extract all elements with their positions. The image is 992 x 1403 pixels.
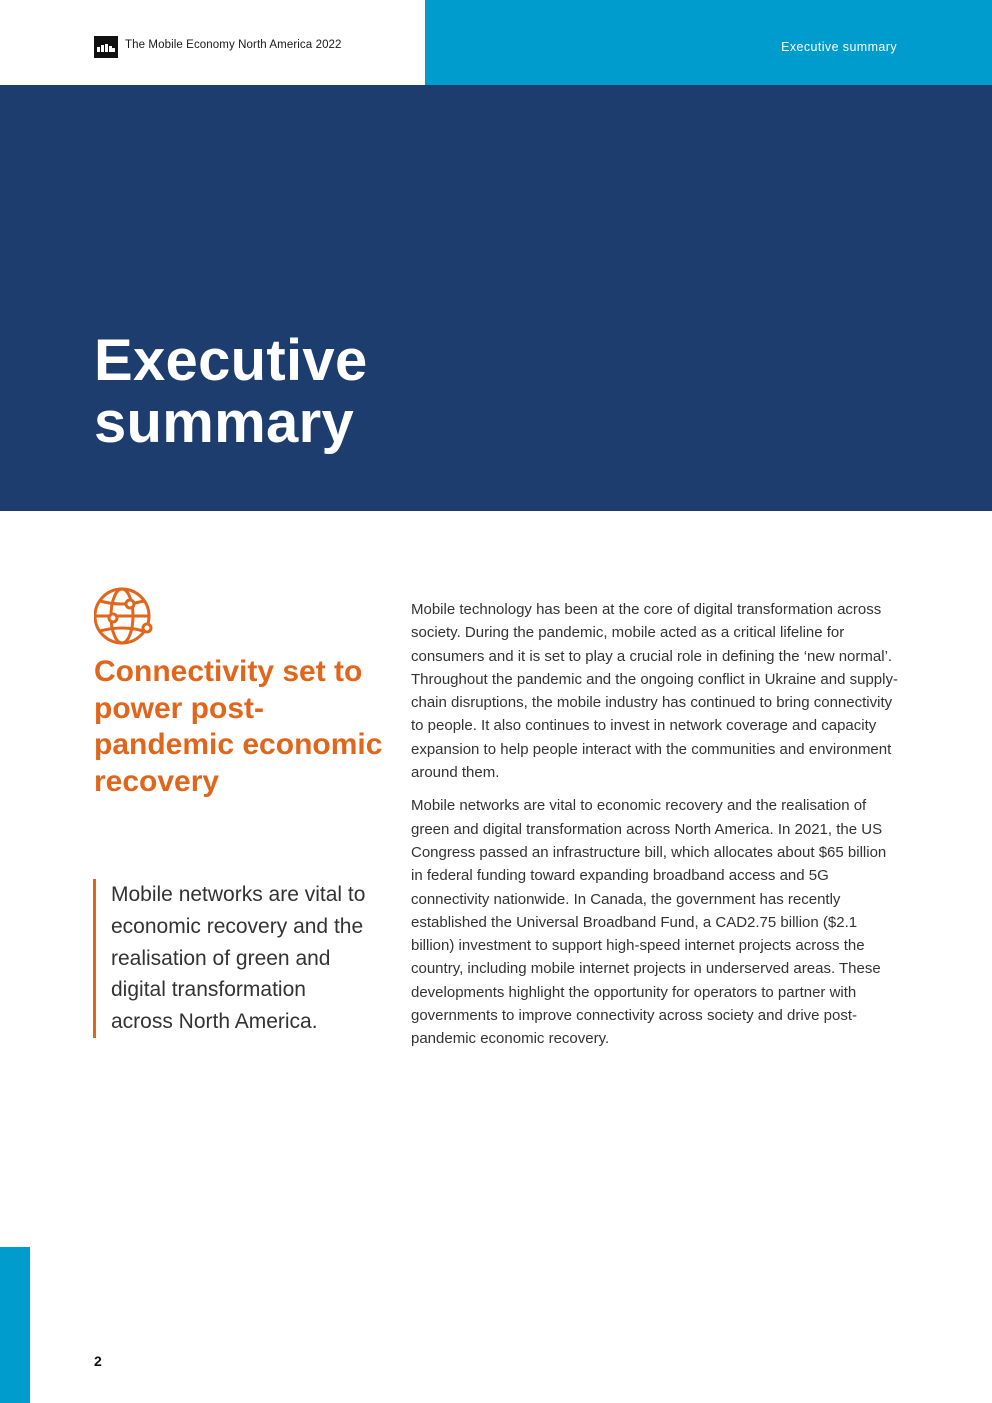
section-label[interactable]: Executive summary — [781, 40, 897, 54]
section-heading: Connectivity set to power post-pandemic economic recovery — [94, 655, 383, 798]
body-paragraph-2: Mobile networks are vital to economic recovery and the realisation of green and digital transformation across North America. In 2021, the US Congress passed an infrastructure bill, which allocates about $65 billion in federal funding toward expanding broadband access and 5G connectivity nationwide. In Canada, the government has recently established the Universal Broadband Fund, a CAD2.75 billion ($2.1 billion) investment to support high-speed internet projects across the country, including mobile internet projects in underserved areas. These developments highlight the opportunity for operators to partner with governments to improve connectivity across society and drive post-pandemic economic recovery. — [411, 797, 887, 1048]
body-text — [411, 598, 901, 1061]
globe-network-icon — [94, 587, 154, 647]
side-accent-bar — [0, 1247, 30, 1403]
document-title: The Mobile Economy North America 2022 — [125, 39, 342, 51]
pull-quote: Mobile networks are vital to economic recovery and the realisation of green and digital transformation across North America. — [93, 879, 373, 1038]
page-title-line1: Executive — [94, 328, 368, 393]
page-title — [94, 330, 594, 454]
gsma-logo-icon — [94, 36, 118, 58]
page-number: 2 — [94, 1353, 102, 1369]
page-title-line2: summary — [94, 390, 355, 455]
body-paragraph-1: Mobile technology has been at the core of digital transformation across society. During the pandemic, mobile acted as a critical lifeline for consumers and it is set to play a crucial role in defining the ‘new normal’. Throughout the pandemic and the ongoing conflict in Ukraine and supply-chain disruptions, the mobile industry has continued to bring connectivity to people. It also continues to invest in network coverage and capacity expansion to help people interact with the communities and environment around them. — [411, 601, 898, 782]
header-right — [425, 0, 992, 85]
